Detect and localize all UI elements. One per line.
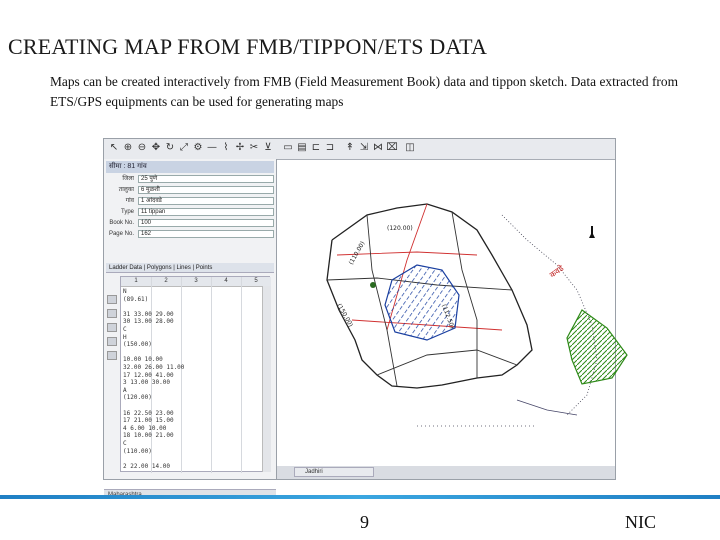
grid-row[interactable]: (110.00) xyxy=(123,447,152,455)
field-type xyxy=(106,208,274,217)
move-up-button[interactable] xyxy=(107,323,117,332)
grid-header-cell: 4 xyxy=(224,278,228,284)
grid-row[interactable]: 18 10.00 21.00 xyxy=(123,432,174,440)
grid-row[interactable]: 16 22.50 23.00 xyxy=(123,409,174,417)
slide-description: Maps can be created interactively from FMB (Field Measurement Book) data and tippon sketch. Data extracted from ETS/GPS equipments can be used for generating maps xyxy=(50,74,678,109)
graph-icon[interactable]: ◫ xyxy=(405,142,415,153)
ladder-grid[interactable] xyxy=(120,276,270,472)
book-no-input[interactable]: 100 xyxy=(138,219,274,227)
grid-row[interactable]: 31 33.00 29.00 xyxy=(123,310,174,318)
map-label: (112.50) xyxy=(440,303,456,330)
map-label: (120.00) xyxy=(387,225,413,232)
green-parcel xyxy=(567,310,627,384)
grid-row[interactable]: C xyxy=(123,326,127,333)
zoom-out-icon[interactable]: ⊖ xyxy=(137,142,147,153)
table-icon[interactable]: ▤ xyxy=(297,142,307,153)
field-label: जिला xyxy=(122,176,134,182)
grid-header-cell: 5 xyxy=(254,278,258,284)
grid-header-cell: 3 xyxy=(194,278,198,284)
type-select[interactable]: 11 tippan xyxy=(138,208,274,216)
slide-title: CREATING MAP FROM FMB/TIPPON/ETS DATA xyxy=(8,34,488,59)
delete-row-button[interactable] xyxy=(107,309,117,318)
field-book-no xyxy=(106,219,274,228)
grid-row[interactable]: 30 13.00 28.00 xyxy=(123,318,174,326)
polyline-icon[interactable]: ⌇ xyxy=(223,142,229,153)
layer-icon[interactable]: ▭ xyxy=(283,142,293,153)
parcel-line xyxy=(377,350,517,375)
footer-accent-line xyxy=(0,495,720,499)
map-label: (110.00) xyxy=(347,240,367,266)
vertex-icon[interactable]: ⋈ xyxy=(373,142,383,153)
organization-label: NIC xyxy=(625,512,656,532)
toolbar xyxy=(104,139,615,160)
panel-title: सीमा : 81 गांव xyxy=(106,161,274,173)
map-canvas[interactable] xyxy=(277,160,615,466)
merge-icon[interactable]: ⊻ xyxy=(264,142,272,153)
grid-header-cell: 2 xyxy=(164,278,168,284)
grid-row[interactable]: 17 21.00 15.00 xyxy=(123,417,174,425)
grid-row[interactable]: H xyxy=(123,333,127,341)
grid-row[interactable]: N xyxy=(123,288,127,295)
bucket-icon[interactable]: ⌧ xyxy=(386,142,398,153)
map-label: (150.00) xyxy=(335,302,355,329)
grid-row[interactable]: A xyxy=(123,386,127,394)
grid-row[interactable]: C xyxy=(123,440,127,447)
grid-row[interactable]: 17 12.00 41.00 xyxy=(123,371,174,379)
page-number: 9 xyxy=(360,512,369,532)
grid-header xyxy=(121,277,271,287)
field-label: Book No. xyxy=(109,220,134,226)
page-no-input[interactable]: 162 xyxy=(138,230,274,238)
field-page-no xyxy=(106,230,274,239)
snap-icon[interactable]: ⇲ xyxy=(359,142,369,153)
gear-icon[interactable]: ⚙ xyxy=(193,142,203,153)
grid-header-cell: 1 xyxy=(134,278,138,284)
tree-icon xyxy=(370,282,376,288)
line-tool-icon[interactable]: — xyxy=(207,142,217,153)
pin-icon[interactable]: ↟ xyxy=(345,142,355,153)
grid-row[interactable]: (89.61) xyxy=(123,295,149,303)
field-label: Type xyxy=(120,209,134,215)
map-label-village: कवडे xyxy=(547,263,566,280)
fit-icon[interactable]: ⤢ xyxy=(180,142,188,153)
parcel-map xyxy=(277,160,615,466)
app-screenshot xyxy=(103,138,616,480)
add-row-button[interactable] xyxy=(107,295,117,304)
zoom-in-icon[interactable]: ⊕ xyxy=(123,142,133,153)
field-taluka xyxy=(106,186,274,195)
field-label: तालुका xyxy=(118,187,134,193)
field-label: Page No. xyxy=(108,231,134,237)
grid-row[interactable]: 4 6.00 10.00 xyxy=(123,424,167,432)
node-icon[interactable]: ✢ xyxy=(235,142,245,153)
data-panel xyxy=(104,159,277,479)
map-tab[interactable]: Jadhiri xyxy=(294,467,374,477)
field-label: गांव xyxy=(125,198,134,204)
grid-row[interactable]: 3 13.00 30.00 xyxy=(123,379,170,387)
cut-icon[interactable]: ✂ xyxy=(249,142,259,153)
grid-row[interactable]: 10.00 10.00 xyxy=(123,356,163,364)
data-tabs[interactable]: Ladder Data | Polygons | Lines | Points xyxy=(106,263,274,273)
road-line xyxy=(517,400,577,415)
trash-icon[interactable] xyxy=(107,351,117,360)
grid-row[interactable]: (150.00) xyxy=(123,341,152,349)
grid-scrollbar[interactable] xyxy=(262,286,271,472)
district-select[interactable]: 25 पुणे xyxy=(138,175,274,183)
measure-icon[interactable]: ⊐ xyxy=(325,142,335,153)
split-icon[interactable]: ⊏ xyxy=(311,142,321,153)
taluka-select[interactable]: 6 मुळशी xyxy=(138,186,274,194)
north-arrow-icon xyxy=(589,226,595,238)
field-district xyxy=(106,175,274,184)
select-icon[interactable]: ↖ xyxy=(109,142,119,153)
blue-hatched-parcel xyxy=(385,265,459,340)
grid-row[interactable]: 2 22.00 14.00 xyxy=(123,462,170,470)
field-village xyxy=(106,197,274,206)
grid-row[interactable]: (120.00) xyxy=(123,394,152,402)
village-select[interactable]: 1 आंदवडे xyxy=(138,197,274,205)
move-down-button[interactable] xyxy=(107,337,117,346)
pan-icon[interactable]: ✥ xyxy=(151,142,161,153)
rotate-icon[interactable]: ↻ xyxy=(165,142,175,153)
grid-row[interactable]: 32.00 26.00 11.00 xyxy=(123,364,185,371)
